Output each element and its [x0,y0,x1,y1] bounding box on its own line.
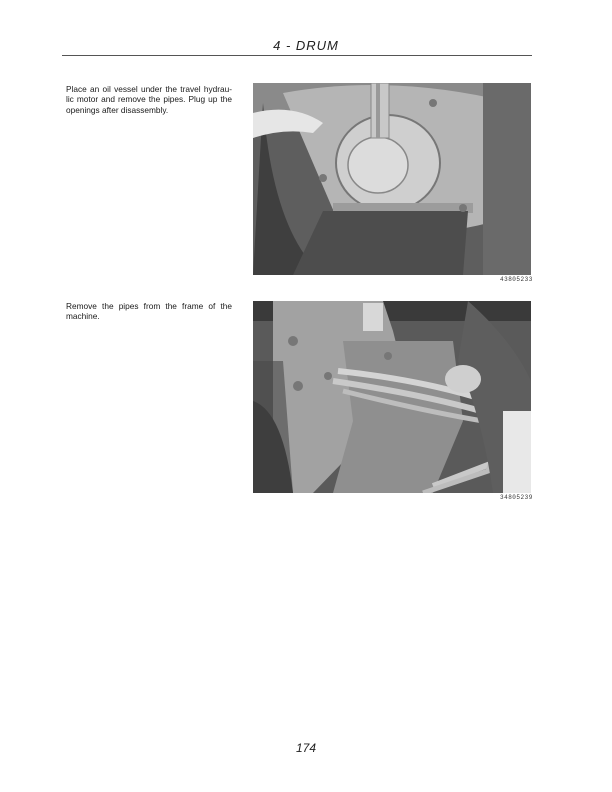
page-number: 174 [295,741,317,755]
instruction-text-1: Place an oil vessel under the travel hydrau-lic motor and remove the pipes. Plug up the openings after disassembly. [66,84,232,115]
photo-caption-2: 34805239 [500,494,533,501]
section-title: 4 - DRUM [273,38,339,53]
header-divider [62,55,532,56]
photo-caption-1: 43805233 [500,276,533,283]
photo-hydraulic-motor [253,83,531,275]
instruction-text-2: Remove the pipes from the frame of the machine. [66,301,232,322]
photo-pipes-frame [253,301,531,493]
